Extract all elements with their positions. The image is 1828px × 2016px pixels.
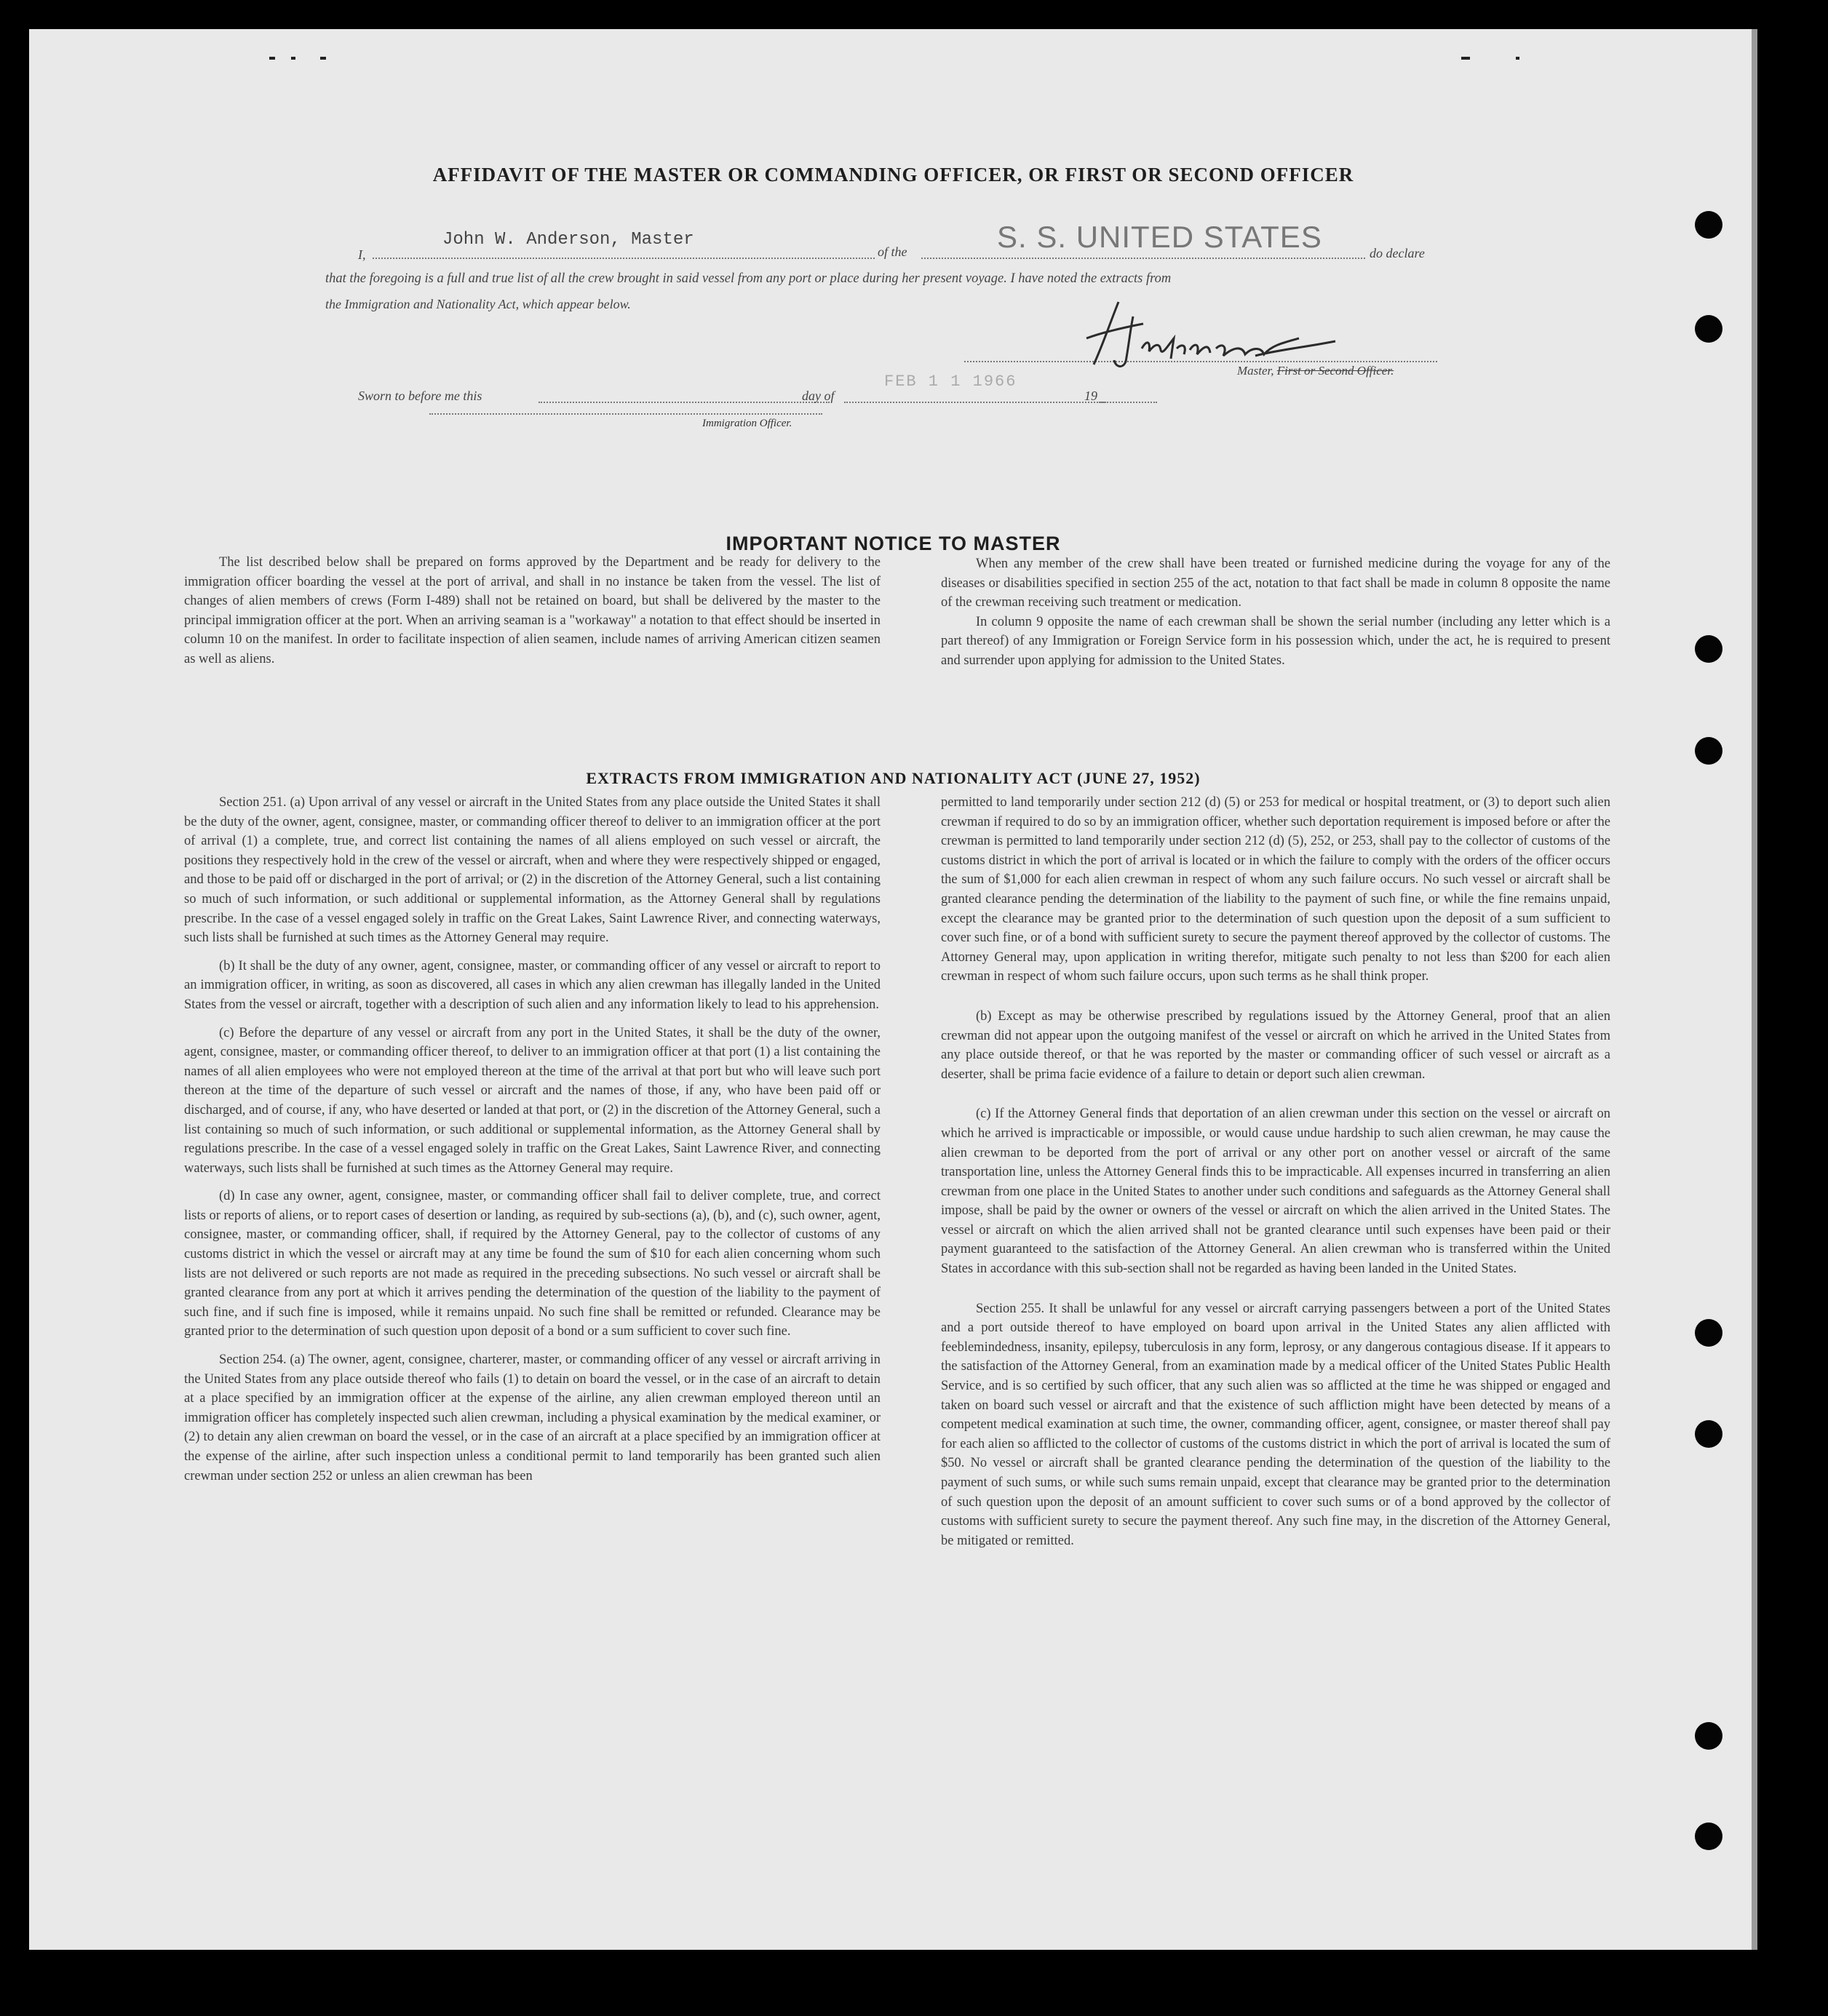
- vessel-name-value: S. S. UNITED STATES: [997, 220, 1322, 254]
- notice-left-column: [184, 553, 881, 678]
- year-line: [1099, 402, 1157, 403]
- section-251-d: (d) In case any owner, agent, consignee, master, or commanding officer shall fail to deliver complete, true, and correct lists or reports of aliens, or to report cases of desertion or landing, as required by sub-sections (a), (b), and (c), such owner, agent, consignee, master, or commanding officer, shall, if required by the Attorney General, pay to the collector of customs of any customs district in which the vessel or aircraft may at any time be found the sum of $10 for each alien concerning whom such lists are not delivered or such reports are not made as required in the preceding subsections. No such vessel or aircraft shall be granted clearance from any port at which it arrives pending the determination of the question of the liability to the payment of such fine, and if such fine is imposed, while it remains unpaid. No such fine shall be remitted or refunded. Clearance may be granted prior to the determination of such question upon deposit of a bond or a sum sufficient to cover such fine.: [184, 1189, 881, 1339]
- do-declare-label: do declare: [1370, 246, 1425, 260]
- binder-hole: [1695, 315, 1722, 343]
- binder-hole: [1695, 211, 1722, 239]
- sworn-month-line: [844, 402, 1106, 403]
- immigration-officer-label: Immigration Officer.: [702, 418, 792, 429]
- date-stamp: FEB 1 1 1966: [884, 372, 1017, 391]
- sworn-label: Sworn to before me this: [358, 389, 482, 403]
- notice-title: IMPORTANT NOTICE TO MASTER: [726, 533, 1061, 554]
- page-edge-shadow: [1752, 29, 1757, 1950]
- section-251-c: (c) Before the departure of any vessel or aircraft from any port in the United States, it shall be the duty of the owner, agent, consignee, master, or commanding officer thereof, to deliver to an immigration officer at that port (1) a list containing the names of all alien employees who were not employed thereon at the time of the arrival at that port but who will leave such port thereon at the time of the departure of such vessel or aircraft and the names of those, if any, who have been paid off or discharged, and of course, if any, who have deserted or landed at that port, or (2) in the discretion of the Attorney General, such a list containing so much of such information, or such additional or supplemental information, as the Attorney General shall by regulations prescribe. In the case of a vessel engaged solely in traffic on the Great Lakes, Saint Lawrence River, and connecting waterways, such lists shall be furnished at such times as the Attorney General may require.: [184, 1025, 881, 1176]
- scan-speck: [1516, 57, 1519, 60]
- master-title-label: [1237, 364, 1394, 378]
- officer-signature-line: [429, 413, 822, 415]
- section-254-c: (c) If the Attorney General finds that deportation of an alien crewman under this section on the vessel or aircraft on which he arrived is impracticable or impossible, or would cause undue hardship to such alien crewman, he may cause the alien crewman to be deported from the port of arrival or any other port on another vessel or aircraft of the same transportation line, unless the Attorney General finds this to be impracticable. All expenses incurred in transferring an alien crewman from one place in the United States to another under such conditions and safeguards as the Attorney General shall impose, shall be paid by the owner or owners of the vessel or aircraft on which the alien arrived in the United States. The vessel or aircraft on which the alien arrived shall not be granted clearance until such expenses have been paid or their payment guaranteed to the satisfaction of the Attorney General. An alien crewman who is transferred within the United States in accordance with this sub-section shall not be regarded as having been landed in the United States.: [941, 1107, 1610, 1277]
- section-255: Section 255. It shall be unlawful for any vessel or aircraft carrying passengers between a port of the United States and a port outside thereof to have employed on board upon arrival in the United States any alien afflicted with feeblemindedness, insanity, epilepsy, tuberculosis in any form, leprosy, or any dangerous contagious disease. If it appears to the satisfaction of the Attorney General, from an examination made by a medical officer of the United States Public Health Service, and is so certified by such officer, that any such alien was so afflicted at the time he was shipped or engaged and taken on board such vessel or aircraft and that the existence of such affliction might have been detected by means of a competent medical examination at such time, the owner, commanding officer, agent, consignee, or master thereof shall pay for each alien so afflicted to the collector of customs of the customs district in which the port of arrival is located the sum of $50. No vessel or aircraft shall be granted clearance pending the determination of the question of the liability to the payment of such sums, or while such sums remain unpaid, except that clearance may be granted prior to the determination of such question upon the deposit of an amount sufficient to cover such sums or of a bond approved by the collector of customs with sufficient surety to secure the payment thereof. Any such fine may, in the discretion of the Attorney General, be mitigated or remitted.: [941, 1301, 1610, 1548]
- binder-hole: [1695, 1420, 1722, 1448]
- notice-right-paragraph-1: When any member of the crew shall have been treated or furnished medicine during the voyage for any of the diseases or disabilities specified in section 255 of the act, notation to that fact shall be made in column 8 opposite the name of the crewman receiving such treatment or medication.: [941, 557, 1610, 610]
- notice-right-column: [941, 554, 1610, 680]
- name-line: [373, 258, 875, 259]
- binder-hole: [1695, 737, 1722, 765]
- scan-speck: [1461, 57, 1470, 60]
- notice-left-paragraph: The list described below shall be prepared on forms approved by the Department and be ready for delivery to the immigration officer boarding the vessel at the port of arrival, and shall in no instance be taken from the vessel. The list of changes of alien members of crews (Form I-489) shall not be retained on board, but shall be delivered by the master to the principal immigration officer at the port. When an arriving seaman is a "workaway" a notation to that effect should be inserted in column 10 on the manifest. In order to facilitate inspection of alien seamen, include names of arriving American citizen seamen as well as aliens.: [184, 555, 881, 666]
- section-254-a: Section 254. (a) The owner, agent, consignee, charterer, master, or commanding officer of any vessel or aircraft arriving in the United States from any place outside thereof who fails (1) to detain on board the vessel, or in the case of an aircraft to detain at a place specified by an immigration officer at the expense of the airline, any alien crewman employed thereon until an immigration officer has completely inspected such alien crewman, including a physical examination by the medical examiner, or (2) to detain any alien crewman on board the vessel, or in the case of an aircraft at a place specified by an immigration officer at the expense of the airline, after such inspection unless a conditional permit to land temporarily has been granted such alien crewman under section 252 or unless an alien crewman has been: [184, 1352, 881, 1483]
- extracts-left-column: [184, 793, 881, 1494]
- section-251-a: Section 251. (a) Upon arrival of any vessel or aircraft in the United States from any place outside the United States it shall be the duty of the owner, agent, consignee, master, or commanding officer thereof to deliver to an immigration officer at the port of arrival (1) a complete, true, and correct list containing the names of all aliens employed on such vessel or aircraft, the positions they respectively hold in the crew of the vessel or aircraft, when and where they were respectively shipped or engaged, and those to be paid off or discharged in the port of arrival; or (2) in the discretion of the Attorney General, such a list containing so much of such information, or such additional or supplemental information, as the Attorney General shall by regulations prescribe. In the case of a vessel engaged solely in traffic on the Great Lakes, Saint Lawrence River, and connecting waterways, such lists shall be furnished at such times as the Attorney General may require.: [184, 795, 881, 946]
- affidavit-title: AFFIDAVIT OF THE MASTER OR COMMANDING OFFICER, OR FIRST OR SECOND OFFICER: [432, 164, 1354, 186]
- binder-hole: [1695, 635, 1722, 663]
- sworn-day-line: [539, 402, 830, 403]
- scan-speck: [269, 57, 275, 60]
- document-page: [29, 29, 1757, 1950]
- master-label: Master,: [1237, 364, 1274, 378]
- section-251-b: (b) It shall be the duty of any owner, agent, consignee, master, or commanding officer of any vessel or aircraft to report to an immigration officer, in writing, as soon as discovered, all cases in which any alien crewman has illegally landed in the United States from the vessel or aircraft, together with a description of such alien and any information likely to lead to his apprehension.: [184, 958, 881, 1012]
- vessel-line: [921, 258, 1365, 259]
- binder-hole: [1695, 1319, 1722, 1347]
- declaration-line-2: the Immigration and Nationality Act, which appear below.: [325, 297, 631, 311]
- declaration-line-1: that the foregoing is a full and true list of all the crew brought in said vessel from any port or place during her present voyage. I have noted the extracts from: [325, 271, 1172, 286]
- i-label: I,: [358, 247, 366, 262]
- extracts-right-column: [941, 793, 1610, 1559]
- scan-speck: [320, 57, 326, 60]
- master-name-value: John W. Anderson, Master: [442, 230, 694, 250]
- section-254-a-continued: permitted to land temporarily under section 212 (d) (5) or 253 for medical or hospital treatment, or (3) to deport such alien crewman if required to do so by an immigration officer, whether such deportation requirement is imposed before or after the crewman is permitted to land temporarily under section 212 (d) (5), 252, or 253, shall pay to the collector of customs of the customs district in which the port of arrival is located or in which the failure to comply with the orders of the officer occurs the sum of $1,000 for each alien crewman in respect of whom any such failure occurs. No such vessel or aircraft shall be granted clearance pending the determination of the liability to the payment of such fine, or while the fine remains unpaid, except the clearance may be granted prior to the determination of such question upon the deposit of a sum sufficient to cover such fine, or of a bond with sufficient surety to secure the payment thereof approved by the collector of customs. The Attorney General may, upon application in writing therefor, mitigate such penalty to not less than $200 for each alien crewman in respect of whom such failure occurs, upon such terms as he shall think proper.: [941, 795, 1610, 984]
- binder-hole: [1695, 1822, 1722, 1850]
- year-label: 19: [1084, 389, 1097, 403]
- of-the-label: of the: [878, 244, 907, 259]
- notice-right-paragraph-2: In column 9 opposite the name of each crewman shall be shown the serial number (including any letter which is a part thereof) of any Immigration or Foreign Service form in his possession which, under the act, he is required to present and surrender upon applying for admission to the United States.: [941, 614, 1610, 668]
- extracts-title: EXTRACTS FROM IMMIGRATION AND NATIONALITY ACT (JUNE 27, 1952): [586, 769, 1201, 787]
- master-signature: [1081, 295, 1357, 375]
- section-254-b: (b) Except as may be otherwise prescribed by regulations issued by the Attorney General, proof that an alien crewman did not appear upon the outgoing manifest of the vessel or aircraft on which he arrived in the United States from any place outside thereof, or that he was reported by the master or commanding officer of such vessel or aircraft as a deserter, shall be prima facie evidence of a failure to detain or deport such alien crewman.: [941, 1008, 1610, 1082]
- struck-officer-label: First or Second Officer.: [1276, 364, 1394, 378]
- binder-hole: [1695, 1722, 1722, 1750]
- day-of-label: day of: [802, 389, 835, 403]
- scan-speck: [291, 57, 295, 60]
